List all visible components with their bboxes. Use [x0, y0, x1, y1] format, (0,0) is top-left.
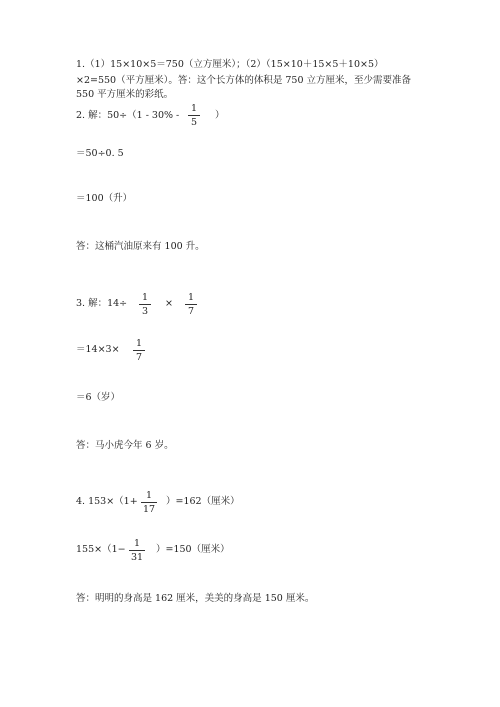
problem3-fraction-2	[182, 292, 200, 317]
fraction-denominator: 17	[142, 504, 156, 515]
fraction-bar	[129, 550, 145, 551]
problem2-expression-right: ）	[215, 110, 225, 121]
fraction-denominator: 5	[190, 117, 198, 128]
problem1-line2: ×2=550（平方厘米）。答：这个长方体的体积是 750 立方厘米，至少需要准备	[76, 75, 412, 86]
fraction-denominator: 3	[141, 306, 149, 317]
fraction-numerator: 1	[133, 538, 141, 549]
fraction-numerator: 1	[187, 292, 195, 303]
fraction-denominator: 7	[187, 306, 195, 317]
fraction-bar	[139, 304, 151, 305]
fraction-denominator: 7	[135, 352, 143, 363]
problem3-step2: ＝6（岁）	[76, 392, 121, 403]
fraction-bar	[141, 502, 157, 503]
problem3-expression-left: 3. 解：14÷	[76, 298, 128, 309]
problem3-step1-fraction	[130, 338, 148, 363]
problem2-answer: 答：这桶汽油原来有 100 升。	[76, 241, 205, 252]
problem3-fraction-1	[136, 292, 154, 317]
fraction-bar	[133, 350, 145, 351]
problem2-step2: ＝100（升）	[76, 193, 133, 204]
problem4-expression2-left: 155×（1−	[76, 544, 126, 555]
problem3-times-sign: ×	[165, 298, 173, 309]
problem1-line1: 1.（1）15×10×5＝750（立方厘米）；（2）（15×10＋15×5＋10×5）	[76, 59, 384, 70]
fraction-bar	[185, 304, 197, 305]
problem4-expression1-right: ）=162（厘米）	[166, 496, 240, 507]
fraction-bar	[188, 115, 200, 116]
problem2-fraction	[185, 103, 203, 128]
problem2-step1: ＝50÷0. 5	[76, 148, 124, 159]
problem3-step1-left: ＝14×3×	[76, 344, 120, 355]
fraction-denominator: 31	[130, 552, 144, 563]
problem2-expression-left: 2. 解：50÷（1 - 30% -	[76, 110, 180, 121]
problem3-answer: 答：马小虎今年 6 岁。	[76, 440, 174, 451]
fraction-numerator: 1	[190, 103, 198, 114]
problem4-fraction-2	[126, 538, 148, 563]
problem1-line3: 550 平方厘米的彩纸。	[76, 89, 174, 100]
fraction-numerator: 1	[141, 292, 149, 303]
fraction-numerator: 1	[145, 490, 153, 501]
fraction-numerator: 1	[135, 338, 143, 349]
problem4-answer: 答：明明的身高是 162 厘米，美美的身高是 150 厘米。	[76, 593, 315, 604]
problem4-expression2-right: ）=150（厘米）	[156, 544, 230, 555]
problem4-fraction-1	[138, 490, 160, 515]
problem4-expression1-left: 4. 153×（1+	[76, 496, 138, 507]
